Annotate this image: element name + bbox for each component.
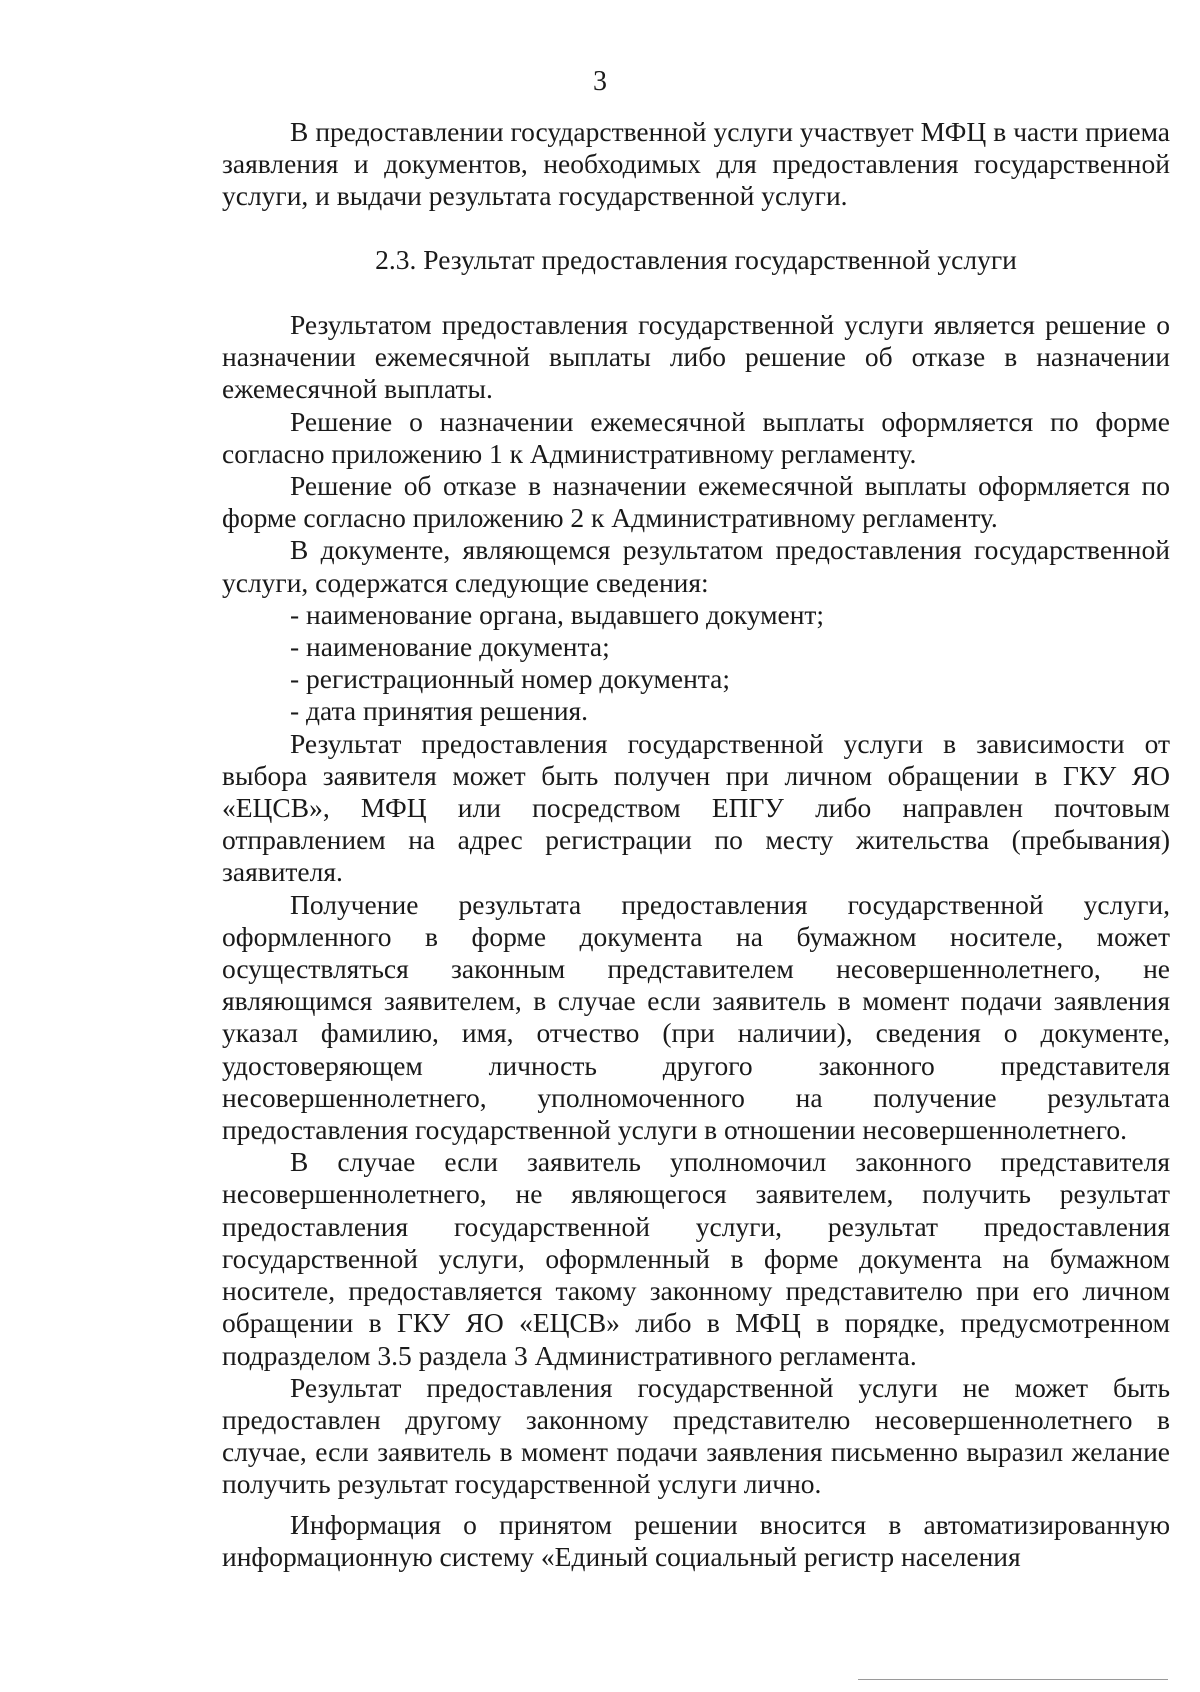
- intro-block: [222, 116, 1170, 213]
- paragraph-document-contents: В документе, являющемся результатом предоставления государственной услуги, содержатся следующие сведения:: [222, 534, 1170, 598]
- paragraph-approval-form: Решение о назначении ежемесячной выплаты оформляется по форме согласно приложению 1 к Административному регламенту.: [222, 405, 1170, 469]
- footer-divider: [858, 1679, 1168, 1680]
- section-body: [222, 309, 1170, 1573]
- list-item: - наименование документа;: [290, 631, 610, 663]
- intro-paragraph: В предоставлении государственной услуги участвует МФЦ в части приема заявления и документов, необходимых для предоставления государственной услуги, и выдачи результата государственной услуги.: [222, 116, 1170, 212]
- paragraph-refusal-form: Решение об отказе в назначении ежемесячной выплаты оформляется по форме согласно приложению 2 к Административному регламенту.: [222, 470, 1170, 534]
- paragraph-registry-entry: Информация о принятом решении вносится в автоматизированную информационную систему «Единый социальный регистр населения: [222, 1508, 1170, 1572]
- paragraph-result-definition: Результатом предоставления государственной услуги является решение о назначении ежемесячной выплаты либо решение об отказе в назначении ежемесячной выплаты.: [222, 309, 1170, 405]
- paragraph-representative-receipt: Получение результата предоставления государственной услуги, оформленного в форме документа на бумажном носителе, может осуществляться законным представителем несовершеннолетнего, не являющимся заявителем, в случае если заявитель в момент подачи заявления указал фамилию, имя, отчество (при наличии), сведения о документе, удостоверяющем личность другого законного представителя несовершеннолетнего, уполномоченного на получение результата предоставления государственной услуги в отношении несовершеннолетнего.: [222, 888, 1170, 1146]
- list-item: - регистрационный номер документа;: [290, 663, 730, 695]
- list-item: - дата принятия решения.: [290, 695, 589, 727]
- paragraph-representative-authorized: В случае если заявитель уполномочил законного представителя несовершеннолетнего, не являющегося заявителем, получить результат предоставления государственной услуги, результат предоставления государственной услуги, оформленный в форме документа на бумажном носителе, предоставляется такому законному представителю при его личном обращении в ГКУ ЯО «ЕЦСВ» либо в МФЦ в порядке, предусмотренном подразделом 3.5 раздела 3 Административного регламента.: [222, 1146, 1170, 1371]
- paragraph-personal-receipt: Результат предоставления государственной услуги не может быть предоставлен другому законному представителю несовершеннолетнего в случае, если заявитель в момент подачи заявления письменно выразил желание получить результат государственной услуги лично.: [222, 1371, 1170, 1500]
- section-heading: 2.3. Результат предоставления государственной услуги: [375, 244, 1017, 275]
- list-item: - наименование органа, выдавшего документ;: [290, 598, 825, 630]
- paragraph-delivery-options: Результат предоставления государственной услуги в зависимости от выбора заявителя может быть получен при личном обращении в ГКУ ЯО «ЕЦСВ», МФЦ или посредством ЕПГУ либо направлен почтовым отправлением на адрес регистрации по месту жительства (пребывания) заявителя.: [222, 727, 1170, 888]
- page-number: 3: [593, 66, 607, 97]
